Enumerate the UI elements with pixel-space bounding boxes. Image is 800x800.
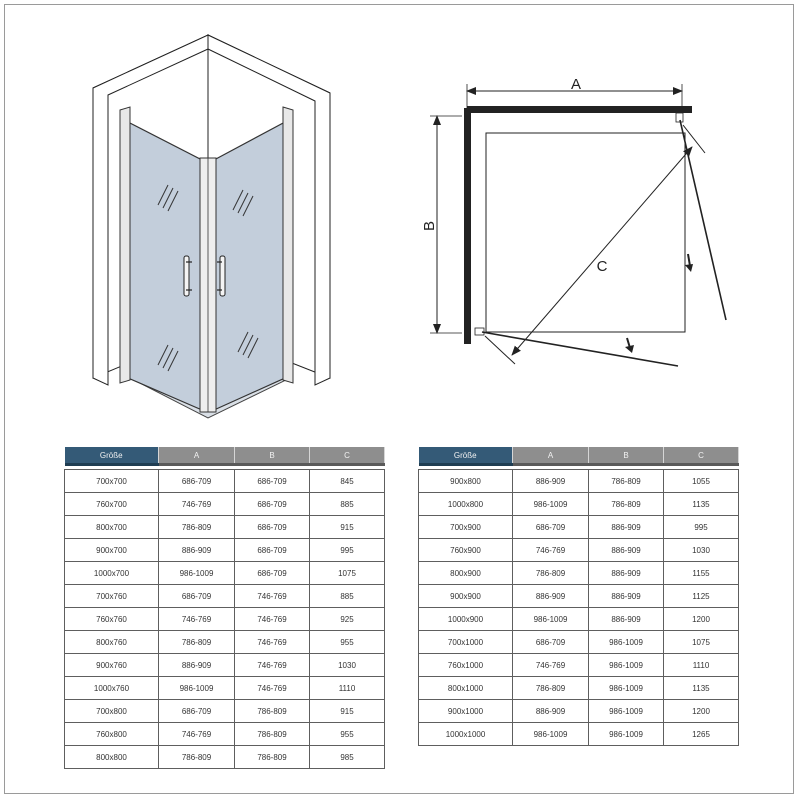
cell-a: 986-1009: [159, 562, 235, 585]
cell-c: 955: [310, 723, 385, 746]
cell-b: 746-769: [235, 608, 310, 631]
header-c: C: [664, 447, 739, 465]
cell-b: 986-1009: [589, 631, 664, 654]
cell-a: 686-709: [159, 700, 235, 723]
cell-b: 746-769: [235, 585, 310, 608]
cell-size: 800x1000: [419, 677, 513, 700]
table-row: [65, 493, 385, 516]
cell-a: 746-769: [159, 608, 235, 631]
cell-c: 1265: [664, 723, 739, 746]
table-row: [65, 470, 385, 493]
table-row: [65, 654, 385, 677]
cell-size: 1000x760: [65, 677, 159, 700]
profile-left-wall: [120, 107, 130, 383]
table-row: [65, 608, 385, 631]
header-b: B: [235, 447, 310, 465]
wall-left: [464, 108, 471, 344]
table-row: [65, 585, 385, 608]
shower-tray-outline: [486, 133, 685, 332]
table-row: [419, 516, 739, 539]
cell-size: 800x900: [419, 562, 513, 585]
cell-a: 986-1009: [513, 493, 589, 516]
cell-size: 760x800: [65, 723, 159, 746]
cell-size: 1000x1000: [419, 723, 513, 746]
cell-b: 886-909: [589, 516, 664, 539]
cell-size: 760x900: [419, 539, 513, 562]
cell-c: 1125: [664, 585, 739, 608]
profile-right-wall: [283, 107, 293, 383]
cell-size: 900x700: [65, 539, 159, 562]
table-row: [419, 631, 739, 654]
cell-b: 786-809: [589, 493, 664, 516]
cell-a: 886-909: [513, 585, 589, 608]
cell-b: 786-809: [589, 470, 664, 493]
table-row: [419, 493, 739, 516]
table-row: [65, 539, 385, 562]
cell-a: 746-769: [513, 654, 589, 677]
table-row: [65, 677, 385, 700]
cell-c: 985: [310, 746, 385, 769]
dimension-label-a: A: [570, 76, 582, 93]
size-table-right: [418, 447, 739, 746]
glass-door-left: [128, 122, 202, 410]
table-row: [65, 746, 385, 769]
cell-c: 1075: [310, 562, 385, 585]
cell-c: 925: [310, 608, 385, 631]
cell-size: 900x760: [65, 654, 159, 677]
cell-b: 686-709: [235, 493, 310, 516]
cell-b: 986-1009: [589, 700, 664, 723]
cell-b: 986-1009: [589, 654, 664, 677]
table-row: [65, 516, 385, 539]
header-a: A: [159, 447, 235, 465]
header-b: B: [589, 447, 664, 465]
table-row: [65, 723, 385, 746]
cell-a: 886-909: [159, 539, 235, 562]
cell-b: 746-769: [235, 677, 310, 700]
cell-size: 800x760: [65, 631, 159, 654]
header-size: Größe: [65, 447, 159, 465]
table-row: [419, 654, 739, 677]
cell-a: 746-769: [159, 723, 235, 746]
wall-top: [467, 106, 692, 113]
cell-b: 686-709: [235, 516, 310, 539]
cell-a: 686-709: [513, 516, 589, 539]
cell-b: 786-809: [235, 723, 310, 746]
cell-c: 1200: [664, 700, 739, 723]
cell-b: 686-709: [235, 539, 310, 562]
cell-a: 886-909: [513, 470, 589, 493]
cell-c: 1135: [664, 493, 739, 516]
cell-size: 1000x800: [419, 493, 513, 516]
cell-b: 986-1009: [589, 677, 664, 700]
cell-c: 885: [310, 493, 385, 516]
cell-c: 1110: [664, 654, 739, 677]
table-row: [65, 562, 385, 585]
cell-a: 746-769: [159, 493, 235, 516]
cell-a: 786-809: [159, 631, 235, 654]
cell-c: 915: [310, 700, 385, 723]
swing-arrow-right-icon: [685, 254, 693, 272]
cell-b: 886-909: [589, 539, 664, 562]
plan-view-drawing: [421, 76, 726, 366]
cell-size: 700x760: [65, 585, 159, 608]
swing-arrow-bottom-icon: [625, 338, 634, 353]
cell-c: 845: [310, 470, 385, 493]
table-row: [65, 631, 385, 654]
cell-size: 900x800: [419, 470, 513, 493]
cell-size: 900x1000: [419, 700, 513, 723]
cell-c: 1030: [664, 539, 739, 562]
table-row: [419, 470, 739, 493]
cell-b: 686-709: [235, 470, 310, 493]
table-row: [419, 700, 739, 723]
cell-c: 1110: [310, 677, 385, 700]
table-header-row: [419, 447, 739, 465]
cell-b: 886-909: [589, 562, 664, 585]
cell-a: 886-909: [159, 654, 235, 677]
cell-c: 915: [310, 516, 385, 539]
cell-size: 800x700: [65, 516, 159, 539]
cell-size: 700x900: [419, 516, 513, 539]
table-row: [419, 539, 739, 562]
shower-enclosure-illustration: [93, 35, 330, 418]
cell-c: 955: [310, 631, 385, 654]
cell-c: 1135: [664, 677, 739, 700]
cell-c: 995: [664, 516, 739, 539]
cell-size: 760x700: [65, 493, 159, 516]
cell-a: 786-809: [513, 562, 589, 585]
cell-b: 886-909: [589, 608, 664, 631]
cell-size: 1000x900: [419, 608, 513, 631]
cell-c: 1030: [310, 654, 385, 677]
cell-c: 1155: [664, 562, 739, 585]
cell-size: 800x800: [65, 746, 159, 769]
cell-b: 786-809: [235, 700, 310, 723]
dimension-line-c: [512, 147, 692, 355]
cell-c: 1200: [664, 608, 739, 631]
dimension-label-b: B: [421, 220, 438, 232]
cell-a: 786-809: [159, 516, 235, 539]
cell-a: 786-809: [513, 677, 589, 700]
cell-size: 700x1000: [419, 631, 513, 654]
cell-b: 786-809: [235, 746, 310, 769]
cell-b: 686-709: [235, 562, 310, 585]
cell-size: 700x700: [65, 470, 159, 493]
cell-size: 760x760: [65, 608, 159, 631]
table-row: [65, 700, 385, 723]
table-row: [419, 585, 739, 608]
cell-a: 986-1009: [513, 723, 589, 746]
header-a: A: [513, 447, 589, 465]
cell-a: 686-709: [159, 585, 235, 608]
cell-b: 746-769: [235, 631, 310, 654]
cell-a: 746-769: [513, 539, 589, 562]
cell-size: 760x1000: [419, 654, 513, 677]
dimension-label-c: C: [596, 258, 608, 275]
header-size: Größe: [419, 447, 513, 465]
cell-b: 746-769: [235, 654, 310, 677]
table-row: [419, 562, 739, 585]
size-table-left: [64, 447, 385, 769]
cell-a: 686-709: [513, 631, 589, 654]
cell-size: 1000x700: [65, 562, 159, 585]
cell-c: 1075: [664, 631, 739, 654]
cell-c: 995: [310, 539, 385, 562]
table-header-row: [65, 447, 385, 465]
cell-size: 900x900: [419, 585, 513, 608]
cell-a: 686-709: [159, 470, 235, 493]
cell-a: 886-909: [513, 700, 589, 723]
table-row: [419, 723, 739, 746]
cell-a: 786-809: [159, 746, 235, 769]
table-row: [419, 608, 739, 631]
header-c: C: [310, 447, 385, 465]
cell-a: 986-1009: [159, 677, 235, 700]
cell-b: 886-909: [589, 585, 664, 608]
cell-c: 885: [310, 585, 385, 608]
cell-b: 986-1009: [589, 723, 664, 746]
cell-size: 700x800: [65, 700, 159, 723]
table-row: [419, 677, 739, 700]
cell-c: 1055: [664, 470, 739, 493]
cell-a: 986-1009: [513, 608, 589, 631]
